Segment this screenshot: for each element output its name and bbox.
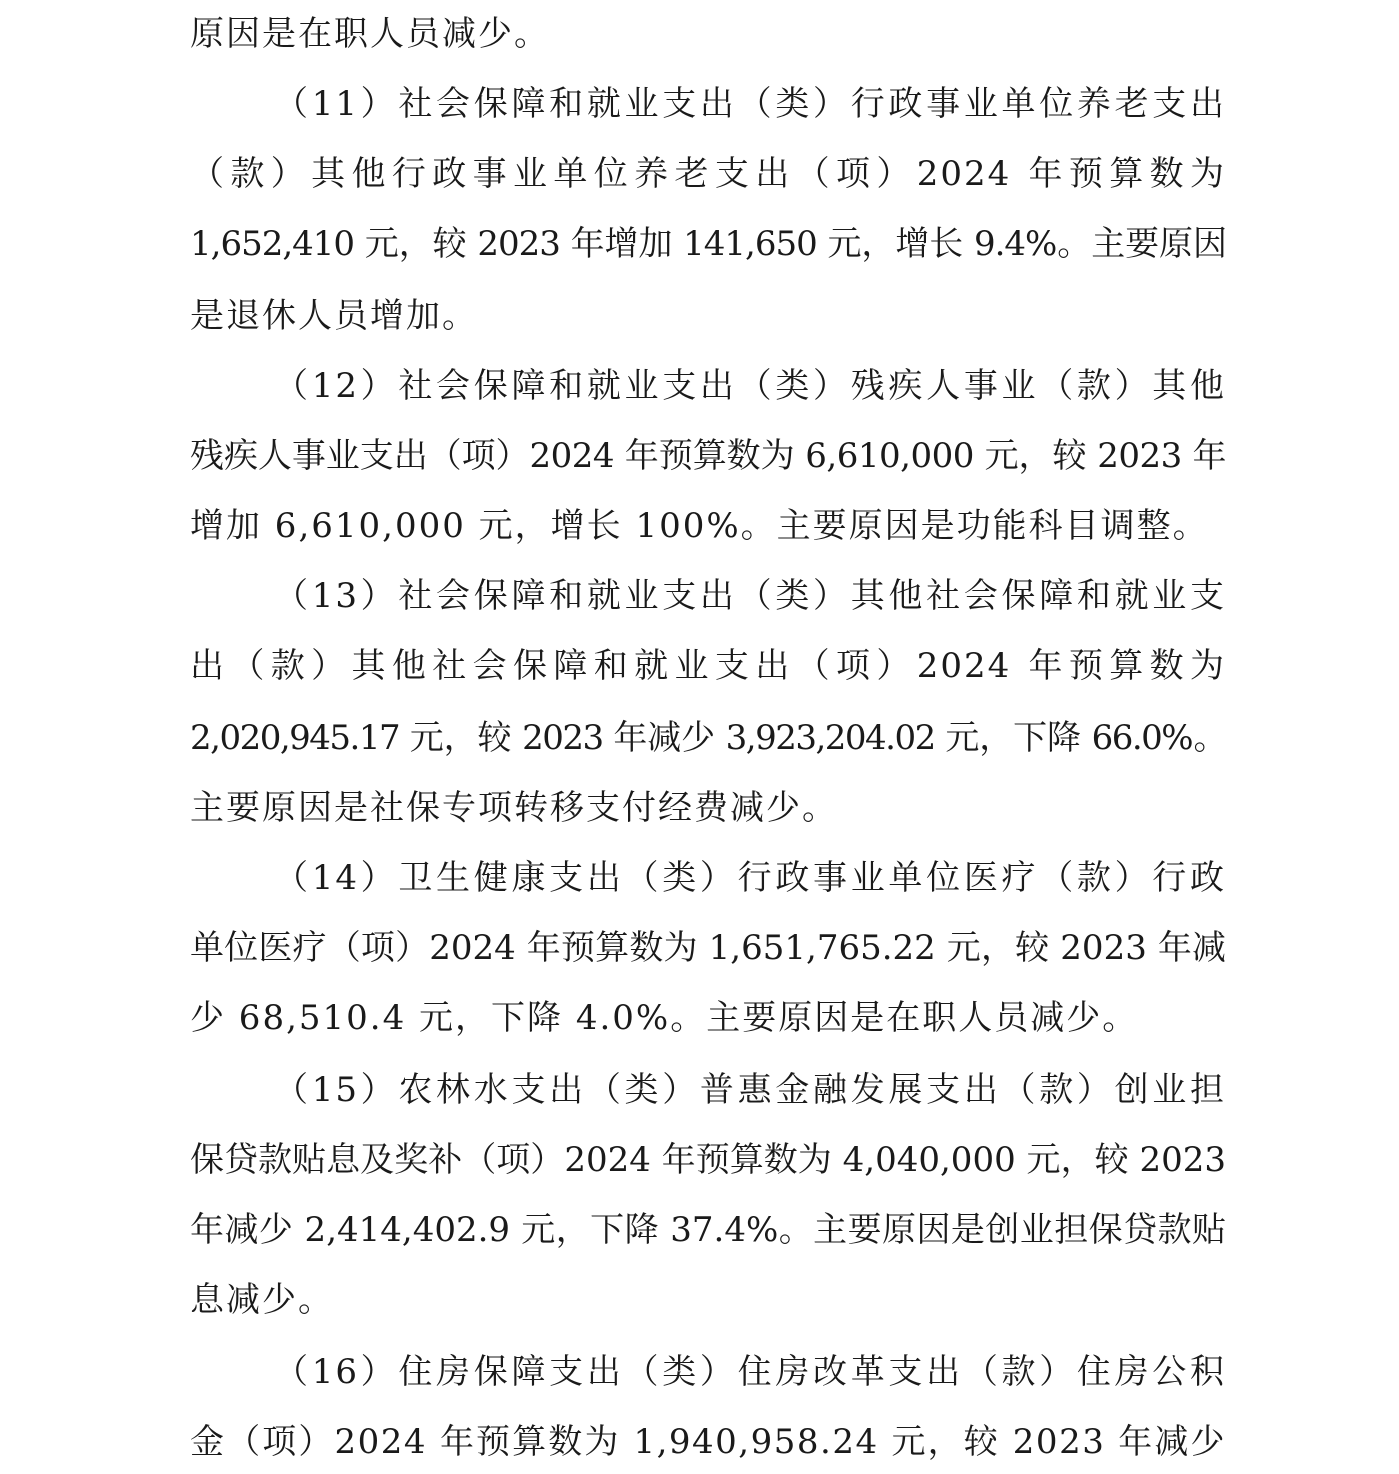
text-line: 残疾人事业支出（项）2024 年预算数为 6,610,000 元，较 2023 年 xyxy=(190,436,1226,476)
text-line: 单位医疗（项）2024 年预算数为 1,651,765.22 元，较 2023 年减 xyxy=(190,928,1226,968)
text-line: 少 68,510.4 元，下降 4.0%。主要原因是在职人员减少。 xyxy=(190,998,1139,1038)
text-line: 1,652,410 元，较 2023 年增加 141,650 元，增长 9.4%。主要原因 xyxy=(190,224,1226,264)
text-line: （11）社会保障和就业支出（类）行政事业单位养老支出 xyxy=(274,84,1226,124)
text-line: （款）其他行政事业单位养老支出（项）2024 年预算数为 xyxy=(190,154,1226,194)
text-line: （13）社会保障和就业支出（类）其他社会保障和就业支 xyxy=(274,576,1226,616)
text-line: 2,020,945.17 元，较 2023 年减少 3,923,204.02 元，下降 66.0%。 xyxy=(190,718,1226,758)
text-line: 金（项）2024 年预算数为 1,940,958.24 元，较 2023 年减少 xyxy=(190,1422,1226,1462)
text-line: 是退休人员增加。 xyxy=(190,296,478,336)
text-line: 原因是在职人员减少。 xyxy=(190,14,550,54)
text-line: （15）农林水支出（类）普惠金融发展支出（款）创业担 xyxy=(274,1070,1226,1110)
text-line: 保贷款贴息及奖补（项）2024 年预算数为 4,040,000 元，较 2023 xyxy=(190,1140,1226,1180)
text-line: 出（款）其他社会保障和就业支出（项）2024 年预算数为 xyxy=(190,646,1226,686)
text-line: 增加 6,610,000 元，增长 100%。主要原因是功能科目调整。 xyxy=(190,506,1209,546)
text-line: 息减少。 xyxy=(190,1280,334,1320)
text-line: （16）住房保障支出（类）住房改革支出（款）住房公积 xyxy=(274,1352,1226,1392)
text-line: 主要原因是社保专项转移支付经费减少。 xyxy=(190,788,838,828)
text-line: （12）社会保障和就业支出（类）残疾人事业（款）其他 xyxy=(274,366,1226,406)
text-line: （14）卫生健康支出（类）行政事业单位医疗（款）行政 xyxy=(274,858,1226,898)
text-line: 年减少 2,414,402.9 元，下降 37.4%。主要原因是创业担保贷款贴 xyxy=(190,1210,1226,1250)
